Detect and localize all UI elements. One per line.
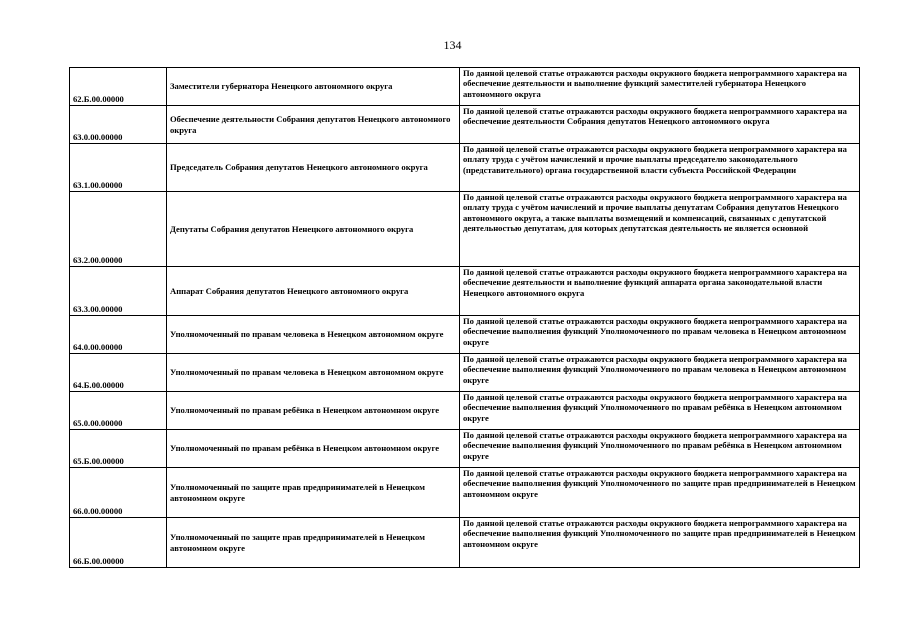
row-description: По данной целевой статье отражаются расходы окружного бюджета непрограммного характера на обеспечение выполнения функций Уполномоченного по правам ребёнка в Ненецком автономном округе: [460, 430, 860, 468]
budget-table: [69, 67, 860, 568]
row-name: Аппарат Собрания депутатов Ненецкого автономного округа: [167, 267, 460, 316]
row-name: Уполномоченный по правам ребёнка в Ненецком автономном округе: [167, 430, 460, 468]
row-name: Обеспечение деятельности Собрания депутатов Ненецкого автономного округа: [167, 106, 460, 144]
table-row: [70, 267, 860, 316]
table-row: [70, 518, 860, 568]
row-code: 63.2.00.00000: [70, 192, 167, 267]
row-code: 66.0.00.00000: [70, 468, 167, 518]
row-code: 62.Б.00.00000: [70, 68, 167, 106]
table-row: [70, 392, 860, 430]
table-row: [70, 468, 860, 518]
row-description: По данной целевой статье отражаются расходы окружного бюджета непрограммного характера на обеспечение деятельности и выполнение функций аппарата органа законодательной власти Ненецкого автономного округа: [460, 267, 860, 316]
row-code: 65.Б.00.00000: [70, 430, 167, 468]
row-name: Уполномоченный по правам ребёнка в Ненецком автономном округе: [167, 392, 460, 430]
row-description: По данной целевой статье отражаются расходы окружного бюджета непрограммного характера на обеспечение выполнения функций Уполномоченного по защите прав предпринимателей в Ненецком автономном округе: [460, 518, 860, 568]
row-description: По данной целевой статье отражаются расходы окружного бюджета непрограммного характера на обеспечение деятельности и выполнение функций заместителей губернатора Ненецкого автономного округа: [460, 68, 860, 106]
row-code: 65.0.00.00000: [70, 392, 167, 430]
table-row: [70, 144, 860, 192]
row-description: По данной целевой статье отражаются расходы окружного бюджета непрограммного характера на обеспечение выполнения функций Уполномоченного по правам человека в Ненецком автономном округе: [460, 316, 860, 354]
table-row: [70, 354, 860, 392]
row-name: Уполномоченный по защите прав предпринимателей в Ненецком автономном округе: [167, 468, 460, 518]
row-code: 64.Б.00.00000: [70, 354, 167, 392]
row-description: По данной целевой статье отражаются расходы окружного бюджета непрограммного характера на оплату труда с учётом начислений и прочие выплаты председателю законодательного (представительного) органа государственной власти субъекта Российской Федерации: [460, 144, 860, 192]
row-code: 66.Б.00.00000: [70, 518, 167, 568]
row-description: По данной целевой статье отражаются расходы окружного бюджета непрограммного характера на обеспечение выполнения функций Уполномоченного по правам человека в Ненецком автономном округе: [460, 354, 860, 392]
table-row: [70, 316, 860, 354]
page-number: 134: [443, 38, 462, 52]
row-description: По данной целевой статье отражаются расходы окружного бюджета непрограммного характера на обеспечение выполнения функций Уполномоченного по правам ребёнка в Ненецком автономном округе: [460, 392, 860, 430]
table-row: [70, 106, 860, 144]
row-code: 63.3.00.00000: [70, 267, 167, 316]
row-description: По данной целевой статье отражаются расходы окружного бюджета непрограммного характера на обеспечение деятельности Собрания депутатов Ненецкого автономного округа: [460, 106, 860, 144]
row-description: По данной целевой статье отражаются расходы окружного бюджета непрограммного характера на оплату труда с учётом начислений и прочие выплаты депутатам Собрания депутатов Ненецкого автономного округа, а также выплаты возмещений и компенсаций, связанных с депутатской деятельностью депутатам, для которых депутатская деятельность не является основной: [460, 192, 860, 267]
row-name: Заместители губернатора Ненецкого автономного округа: [167, 68, 460, 106]
row-name: Уполномоченный по правам человека в Ненецком автономном округе: [167, 316, 460, 354]
row-name: Уполномоченный по защите прав предпринимателей в Ненецком автономном округе: [167, 518, 460, 568]
row-code: 63.1.00.00000: [70, 144, 167, 192]
row-name: Депутаты Собрания депутатов Ненецкого автономного округа: [167, 192, 460, 267]
row-code: 64.0.00.00000: [70, 316, 167, 354]
row-name: Председатель Собрания депутатов Ненецкого автономного округа: [167, 144, 460, 192]
table-row: [70, 68, 860, 106]
table-row: [70, 192, 860, 267]
row-name: Уполномоченный по правам человека в Ненецком автономном округе: [167, 354, 460, 392]
table-row: [70, 430, 860, 468]
row-code: 63.0.00.00000: [70, 106, 167, 144]
row-description: По данной целевой статье отражаются расходы окружного бюджета непрограммного характера на обеспечение выполнения функций Уполномоченного по защите прав предпринимателей в Ненецком автономном округе: [460, 468, 860, 518]
